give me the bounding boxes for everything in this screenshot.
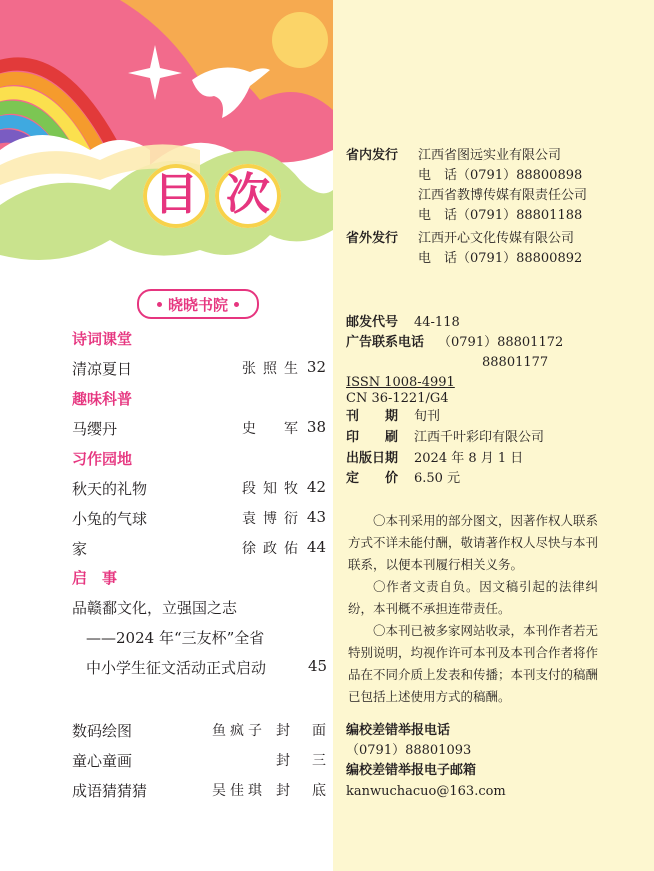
entry-page: 43 [306, 508, 326, 526]
price: 6.50 元 [414, 471, 461, 486]
toc-entry[interactable] [72, 358, 326, 380]
page-title [143, 164, 281, 228]
section-heading: 习作园地 [72, 450, 133, 468]
toc-entry[interactable] [72, 538, 326, 560]
ad-phone-2: 88801177 [482, 355, 549, 370]
notice-paragraph: 〇作者文责自负。因文稿引起的法律纠纷，本刊概不承担连带责任。 [348, 579, 598, 616]
entry-subtitle: ——2024 年“三友杯”全省 [86, 629, 265, 647]
extra-entry[interactable] [72, 750, 326, 772]
entry-page: 44 [306, 538, 326, 556]
errata-phone: （0791）88801093 [346, 743, 472, 758]
entry-title[interactable]: 品赣鄱文化，立强国之志 [72, 599, 238, 617]
entry-subtitle: 中小学生征文活动正式启动 [86, 659, 267, 677]
errata-email[interactable]: kanwuchacuo@163.com [346, 784, 506, 799]
copyright-notice [348, 510, 598, 708]
entry-author: 袁博衍 [242, 511, 298, 527]
distributor-phone: 电 话（0791）88800898 [418, 168, 583, 183]
in-province-label: 省内发行 [346, 148, 399, 163]
entry-title: 家 [72, 540, 88, 558]
banner-label: 晓晓书院 [167, 295, 228, 314]
printer: 江西千叶彩印有限公司 [414, 430, 545, 445]
ad-phone: （0791）88801172 [438, 335, 564, 350]
period-label: 刊 期 [346, 409, 399, 424]
postal-code: 44-118 [414, 315, 460, 330]
publish-date: 2024 年 8 月 1 日 [414, 451, 524, 466]
toc-entry[interactable] [72, 478, 326, 500]
entry-author: 段知牧 [242, 481, 298, 497]
dot-icon [157, 302, 162, 307]
entry-page: 42 [306, 478, 326, 496]
period: 旬刊 [414, 409, 441, 424]
title-char: 次 [215, 164, 281, 228]
entry-title: 成语猜猜猜 [72, 782, 148, 800]
out-province-label: 省外发行 [346, 231, 399, 246]
entry-title: 数码绘图 [72, 722, 133, 740]
toc-entry[interactable] [72, 508, 326, 530]
extra-entry[interactable] [72, 780, 326, 802]
ad-phone-label: 广告联系电话 [346, 335, 425, 350]
entry-title: 秋天的礼物 [72, 480, 148, 498]
entry-page: 封 底 [276, 783, 326, 799]
entry-title: 清凉夏日 [72, 360, 133, 378]
section-heading: 启 事 [72, 569, 118, 587]
entry-author: 史 军 [242, 421, 298, 437]
distributor-phone: 电 话（0791）88800892 [418, 251, 583, 266]
entry-author: 吴佳琪 [212, 783, 262, 799]
section-heading: 趣味科普 [72, 390, 133, 408]
column-banner [137, 289, 259, 319]
entry-author: 徐政佑 [242, 541, 298, 557]
distributor-phone: 电 话（0791）88801188 [418, 208, 583, 223]
postal-code-label: 邮发代号 [346, 315, 399, 330]
entry-page: 38 [306, 418, 326, 436]
section-heading: 诗词课堂 [72, 330, 133, 348]
header-illustration [0, 0, 333, 275]
date-label: 出版日期 [346, 451, 399, 466]
toc-entry[interactable] [72, 418, 326, 440]
entry-page: 32 [306, 358, 326, 376]
price-label: 定 价 [346, 471, 399, 486]
entry-title: 马缨丹 [72, 420, 118, 438]
notice-paragraph: 〇本刊采用的部分图文，因著作权人联系方式不详未能付酬，敬请著作权人尽快与本刊联系，以便本刊履行相关义务。 [348, 513, 599, 572]
printer-label: 印 刷 [346, 430, 399, 445]
cn-number: CN 36-1221/G4 [346, 391, 449, 406]
errata-phone-label: 编校差错举报电话 [346, 723, 451, 738]
distributor-name: 江西省教博传媒有限责任公司 [418, 188, 588, 203]
notice-paragraph: 〇本刊已被多家网站收录，本刊作者若无特别说明，均视作许可本刊及本刊合作者将作品在不同介质上发表和传播；本刊支付的稿酬已包括上述使用方式的稿酬。 [348, 623, 599, 704]
issn: ISSN 1008-4991 [346, 375, 455, 390]
entry-page: 封 三 [276, 753, 326, 769]
title-char: 目 [143, 164, 209, 228]
entry-author: 鱼疯子 [212, 723, 262, 739]
entry-page: 封 面 [276, 723, 326, 739]
extra-entry[interactable] [72, 720, 326, 742]
distributor-name: 江西省图远实业有限公司 [418, 148, 562, 163]
entry-page: 45 [308, 657, 328, 675]
entry-title: 童心童画 [72, 752, 133, 770]
distributor-name: 江西开心文化传媒有限公司 [418, 231, 575, 246]
dot-icon [234, 302, 239, 307]
entry-author: 张照生 [242, 361, 298, 377]
entry-title: 小兔的气球 [72, 510, 148, 528]
errata-email-label: 编校差错举报电子邮箱 [346, 763, 477, 778]
